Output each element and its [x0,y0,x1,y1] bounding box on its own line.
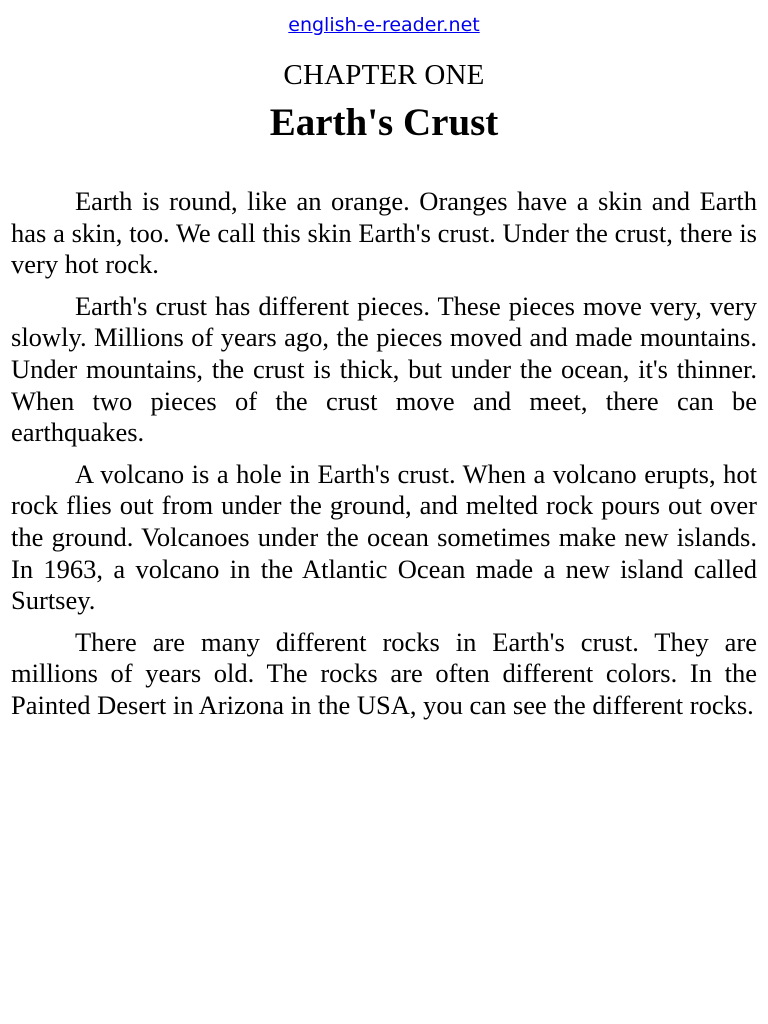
chapter-body [11,186,757,732]
paragraph: Earth is round, like an orange. Oranges have a skin and Earth has a skin, too. We call this skin Earth's crust. Under the crust, there is very hot rock. [11,186,757,280]
chapter-label: CHAPTER ONE [283,59,485,91]
paragraph: A volcano is a hole in Earth's crust. When a volcano erupts, hot rock flies out from under the ground, and melted rock pours out over the ground. Volcanoes under the ocean sometimes make new islands. In 1963, a volcano in the Atlantic Ocean made a new island called Surtsey. [11,458,757,616]
chapter-title: Earth's Crust [269,101,499,144]
paragraph: There are many different rocks in Earth's crust. They are millions of years old. The rocks are often different colors. In the Painted Desert in Arizona in the USA, you can see the different rocks. [11,626,757,720]
site-link[interactable]: english-e-reader.net [288,14,480,36]
paragraph: Earth's crust has different pieces. These pieces move very, very slowly. Millions of years ago, the pieces moved and made mountains. Under mountains, the crust is thick, but under the ocean, it's thinner. When two pieces of the crust move and meet, there can be earthquakes. [11,290,757,448]
